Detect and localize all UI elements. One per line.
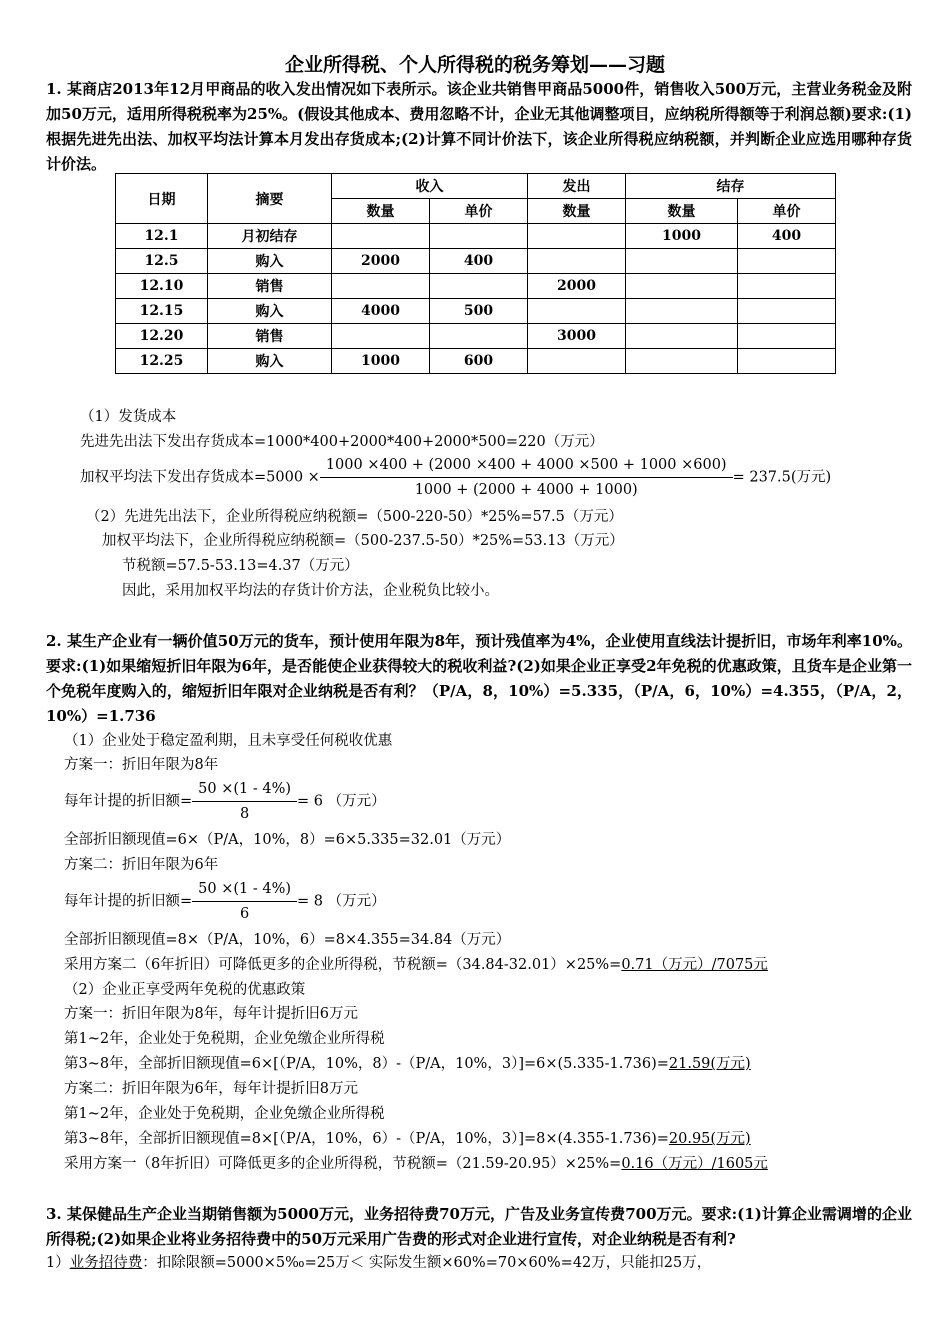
header-issue: 发出 xyxy=(528,174,626,199)
q2-answer-line xyxy=(64,1054,751,1074)
q2-answer-line: 全部折旧额现值=8×（P/A，10%，6）=8×4.355=34.84（万元） xyxy=(64,932,511,948)
q2-answer-line: （1）企业处于稳定盈利期，且未享受任何税收优惠 xyxy=(64,733,393,749)
cell-out-qty xyxy=(528,249,626,274)
formula-factor: 5000 × xyxy=(266,469,320,486)
table-row xyxy=(116,274,836,299)
cell-bal-price: 400 xyxy=(738,224,836,249)
formula-denominator: 1000 + (2000 + 4000 + 1000) xyxy=(414,482,638,498)
formula-result: = 8 （万元） xyxy=(297,893,386,910)
formula-fraction xyxy=(192,879,297,924)
cell-in-qty: 1000 xyxy=(332,349,430,374)
question-1-text: 1. 某商店2013年12月甲商品的收入发出情况如下表所示。该企业共销售甲商品5000件，销售收入500万元，主营业务税金及附加50万元，适用所得税税率为25%。(假设其他成本、费用忽略不计，企业无其他调整项目，应纳税所得额等于利润总额)要求:(1)根据先进先出法、加权平均法计算本月发出存货成本;(2)计算不同计价法下，该企业所得税应纳税额，并判断企业应选用哪种存货计价法。 xyxy=(46,80,912,173)
table-row xyxy=(116,249,836,274)
cell-in-price xyxy=(430,224,528,249)
cell-in-price: 600 xyxy=(430,349,528,374)
q1-weighted-formula xyxy=(80,455,831,500)
cell-in-qty xyxy=(332,274,430,299)
q2-answer-line: 方案一：折旧年限为8年，每年计提折旧6万元 xyxy=(64,1006,358,1022)
header-bal-qty: 数量 xyxy=(626,199,738,224)
cell-date: 12.10 xyxy=(116,274,208,299)
q1-answer-line: （2）先进先出法下，企业所得税应纳税额=（500-220-50）*25%=57.5（万元） xyxy=(86,509,623,525)
q2-answer-line xyxy=(64,955,768,975)
formula-denominator: 6 xyxy=(239,906,250,922)
cell-bal-price xyxy=(738,349,836,374)
q1-answer-line: 先进先出法下发出存货成本=1000*400+2000*400+2000*500=220（万元） xyxy=(80,434,604,450)
cell-bal-qty xyxy=(626,249,738,274)
cell-summary: 销售 xyxy=(208,274,332,299)
table-row xyxy=(116,224,836,249)
table-row xyxy=(116,324,836,349)
q1-answer-line: 因此，采用加权平均法的存货计价方法，企业税负比较小。 xyxy=(122,583,499,599)
cell-bal-qty xyxy=(626,324,738,349)
q1-answer-line: （1）发货成本 xyxy=(80,409,177,425)
q2-answer-line xyxy=(64,1129,751,1149)
cell-out-qty xyxy=(528,224,626,249)
cell-date: 12.15 xyxy=(116,299,208,324)
header-income: 收入 xyxy=(332,174,528,199)
underlined-term: 业务招待费 xyxy=(69,1255,143,1271)
q2-answer-line xyxy=(64,1154,768,1174)
header-in-qty: 数量 xyxy=(332,199,430,224)
formula-numerator: 50 ×(1 - 4%) xyxy=(192,879,297,902)
cell-bal-price xyxy=(738,249,836,274)
cell-date: 12.5 xyxy=(116,249,208,274)
header-date: 日期 xyxy=(116,174,208,224)
cell-in-price: 400 xyxy=(430,249,528,274)
line-prefix: 1） xyxy=(46,1255,70,1271)
q2-depreciation-formula-8y xyxy=(64,779,386,824)
cell-in-qty: 4000 xyxy=(332,299,430,324)
cell-bal-qty xyxy=(626,274,738,299)
cell-out-qty: 3000 xyxy=(528,324,626,349)
formula-fraction xyxy=(192,779,297,824)
q2-depreciation-formula-6y xyxy=(64,879,386,924)
formula-numerator: 1000 ×400 + (2000 ×400 + 4000 ×500 + 1000 ×600) xyxy=(320,455,733,478)
formula-label: 加权平均法下发出存货成本= xyxy=(80,469,267,486)
q1-answer-line: 节税额=57.5-53.13=4.37（万元） xyxy=(122,558,359,574)
cell-date: 12.20 xyxy=(116,324,208,349)
question-3-text: 3. 某保健品生产企业当期销售额为5000万元，业务招待费70万元，广告及业务宣传费700万元。要求:(1)计算企业需调增的企业所得税;(2)如果企业将业务招待费中的50万元采用广告费的形式对企业进行宣传，对企业纳税是否有利? xyxy=(46,1205,912,1248)
q2-answer-line: 方案一：折旧年限为8年 xyxy=(64,757,219,773)
cell-date: 12.1 xyxy=(116,224,208,249)
cell-summary: 购入 xyxy=(208,349,332,374)
line-text: 第3~8年，全部折旧额现值=8×[（P/A，10%，6）-（P/A，10%，3）]=8×(4.355-1.736)= xyxy=(64,1131,669,1147)
cell-bal-qty: 1000 xyxy=(626,224,738,249)
cell-summary: 购入 xyxy=(208,299,332,324)
cell-in-price: 500 xyxy=(430,299,528,324)
cell-bal-price xyxy=(738,274,836,299)
table-row xyxy=(116,299,836,324)
q2-answer-line: 全部折旧额现值=6×（P/A，10%，8）=6×5.335=32.01（万元） xyxy=(64,832,511,848)
q2-answer-line: 第1~2年，企业处于免税期，企业免缴企业所得税 xyxy=(64,1031,385,1047)
q2-answer-line: 第1~2年，企业处于免税期，企业免缴企业所得税 xyxy=(64,1106,385,1122)
q2-answer-line: （2）企业正享受两年免税的优惠政策 xyxy=(64,982,306,998)
header-summary: 摘要 xyxy=(208,174,332,224)
cell-in-qty xyxy=(332,224,430,249)
cell-bal-qty xyxy=(626,349,738,374)
cell-date: 12.25 xyxy=(116,349,208,374)
underlined-result: 21.59(万元) xyxy=(668,1056,751,1072)
cell-summary: 月初结存 xyxy=(208,224,332,249)
cell-bal-price xyxy=(738,299,836,324)
cell-summary: 购入 xyxy=(208,249,332,274)
header-balance: 结存 xyxy=(626,174,836,199)
cell-in-price xyxy=(430,324,528,349)
cell-in-qty: 2000 xyxy=(332,249,430,274)
q2-answer-line: 方案二：折旧年限为6年 xyxy=(64,857,219,873)
cell-out-qty xyxy=(528,349,626,374)
underlined-result: 0.16（万元）/1605元 xyxy=(621,1156,768,1172)
line-text: 采用方案二（6年折旧）可降低更多的企业所得税，节税额=（34.84-32.01）×25%= xyxy=(64,957,622,973)
formula-denominator: 8 xyxy=(239,806,250,822)
formula-label: 每年计提的折旧额= xyxy=(64,793,193,810)
cell-in-price xyxy=(430,274,528,299)
cell-in-qty xyxy=(332,324,430,349)
q3-answer-line xyxy=(46,1253,711,1273)
underlined-result: 20.95(万元) xyxy=(668,1131,751,1147)
header-out-qty: 数量 xyxy=(528,199,626,224)
underlined-result: 0.71（万元）/7075元 xyxy=(621,957,768,973)
line-text: ：扣除限额=5000×5‰=25万＜ 实际发生额×60%=70×60%=42万，只能扣25万， xyxy=(142,1255,712,1271)
cell-bal-price xyxy=(738,324,836,349)
q2-answer-line: 方案二：折旧年限为6年，每年计提折旧8万元 xyxy=(64,1081,358,1097)
q1-answer-line: 加权平均法下，企业所得税应纳税额=（500-237.5-50）*25%=53.13（万元） xyxy=(102,533,624,549)
cell-bal-qty xyxy=(626,299,738,324)
inventory-table xyxy=(115,173,836,374)
line-text: 第3~8年，全部折旧额现值=6×[（P/A，10%，8）-（P/A，10%，3）]=6×(5.335-1.736)= xyxy=(64,1056,669,1072)
line-text: 采用方案一（8年折旧）可降低更多的企业所得税，节税额=（21.59-20.95）×25%= xyxy=(64,1156,622,1172)
cell-summary: 销售 xyxy=(208,324,332,349)
question-2-text: 2. 某生产企业有一辆价值50万元的货车，预计使用年限为8年，预计残值率为4%，企业使用直线法计提折旧，市场年利率10%。要求:(1)如果缩短折旧年限为6年，是否能使企业获得较大的税收利益?(2)如果企业正享受2年免税的优惠政策，且货车是企业第一个免税年度购入的，缩短折旧年限对企业纳税是否有利？（P/A，8，10%）=5.335，（P/A，6，10%）=4.355，（P/A，2，10%）=1.736 xyxy=(46,632,912,725)
header-in-price: 单价 xyxy=(430,199,528,224)
cell-out-qty: 2000 xyxy=(528,274,626,299)
formula-result: = 6 （万元） xyxy=(297,793,386,810)
table-row xyxy=(116,349,836,374)
cell-out-qty xyxy=(528,299,626,324)
formula-numerator: 50 ×(1 - 4%) xyxy=(192,779,297,802)
page-title: 企业所得税、个人所得税的税务筹划——习题 xyxy=(284,54,665,76)
header-bal-price: 单价 xyxy=(738,199,836,224)
formula-result: = 237.5(万元) xyxy=(732,469,832,486)
formula-fraction xyxy=(320,455,733,500)
formula-label: 每年计提的折旧额= xyxy=(64,893,193,910)
